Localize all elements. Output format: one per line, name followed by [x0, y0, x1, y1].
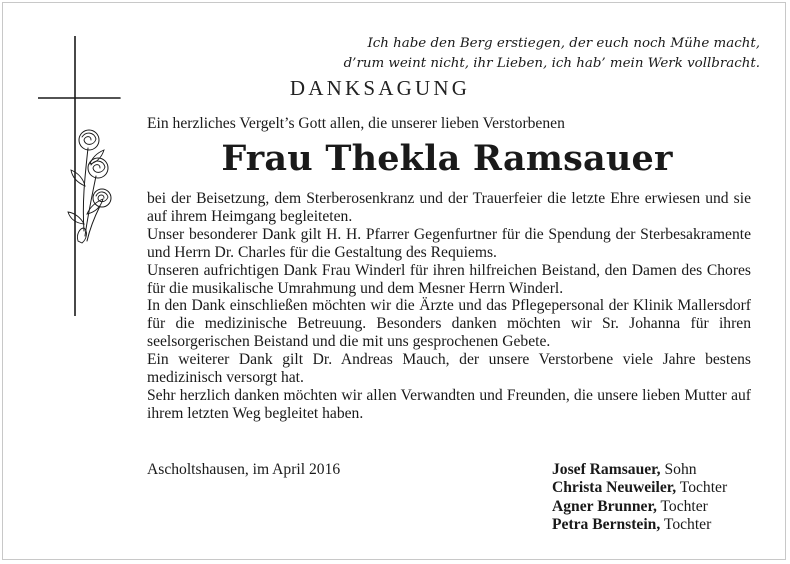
signer — [552, 498, 727, 516]
paragraph: bei der Beisetzung, dem Sterberosenkranz und der Trauerfeier die letzte Ehre erwiesen und sie auf ihrem Heimgang begleiteten. — [147, 190, 751, 225]
place-date: Ascholtshausen, im April 2016 — [147, 461, 341, 478]
motto-line-1: Ich habe den Berg erstiegen, der euch noch Mühe macht, — [367, 36, 760, 51]
paragraph: In den Dank einschließen möchten wir die Ärzte und das Pflegepersonal der Klinik Mallersdorf für die medizinische Betreuung. Besonders danken möchten wir Sr. Johanna für ihren seelsorgerischen Beistand und die mit uns gesprochenen Gebete. — [147, 297, 751, 351]
signers-list — [552, 461, 727, 535]
signer-relation: Sohn — [660, 461, 697, 478]
motto-line-2: d’rum weint nicht, ihr Lieben, ich hab’ mein Werk vollbracht. — [343, 56, 760, 71]
intro-text: Ein herzliches Vergelt’s Gott allen, die unserer lieben Verstorbenen — [147, 115, 565, 132]
cross-with-roses-icon — [38, 36, 124, 316]
deceased-name: Frau Thekla Ramsauer — [221, 138, 673, 179]
paragraph: Sehr herzlich danken möchten wir allen Verwandten und Freunden, die unsere lieben Mutter auf ihrem letzten Weg begleitet haben. — [147, 386, 751, 422]
signer — [552, 479, 727, 497]
signer-name: Agner Brunner, — [552, 497, 657, 515]
acknowledgement-text — [147, 190, 751, 423]
signer-name: Josef Ramsauer, — [552, 461, 661, 478]
paragraph: Unseren aufrichtigen Dank Frau Winderl für ihren hilfreichen Beistand, den Damen des Chores für die musikalische Umrahmung und dem Mesner Herrn Winderl. — [147, 261, 751, 297]
signer-relation: Tochter — [656, 497, 708, 515]
signer-name: Christa Neuweiler, — [552, 479, 677, 497]
signer — [552, 516, 727, 534]
paragraph: Ein weiterer Dank gilt Dr. Andreas Mauch, der unsere Verstorbene viele Jahre bestens medizinisch versorgt hat. — [147, 351, 751, 387]
motto-verse — [300, 34, 760, 74]
signer-relation: Tochter — [676, 479, 728, 497]
signer-relation: Tochter — [660, 516, 712, 534]
paragraph: Unser besonderer Dank gilt H. H. Pfarrer Gegenfurtner für die Spendung der Sterbesakramente und Herrn Dr. Charles für die Gestaltung des Requiems. — [147, 225, 751, 261]
signer-name: Petra Bernstein, — [552, 516, 661, 534]
heading-danksagung: DANKSAGUNG — [289, 76, 471, 100]
signer — [552, 461, 727, 479]
